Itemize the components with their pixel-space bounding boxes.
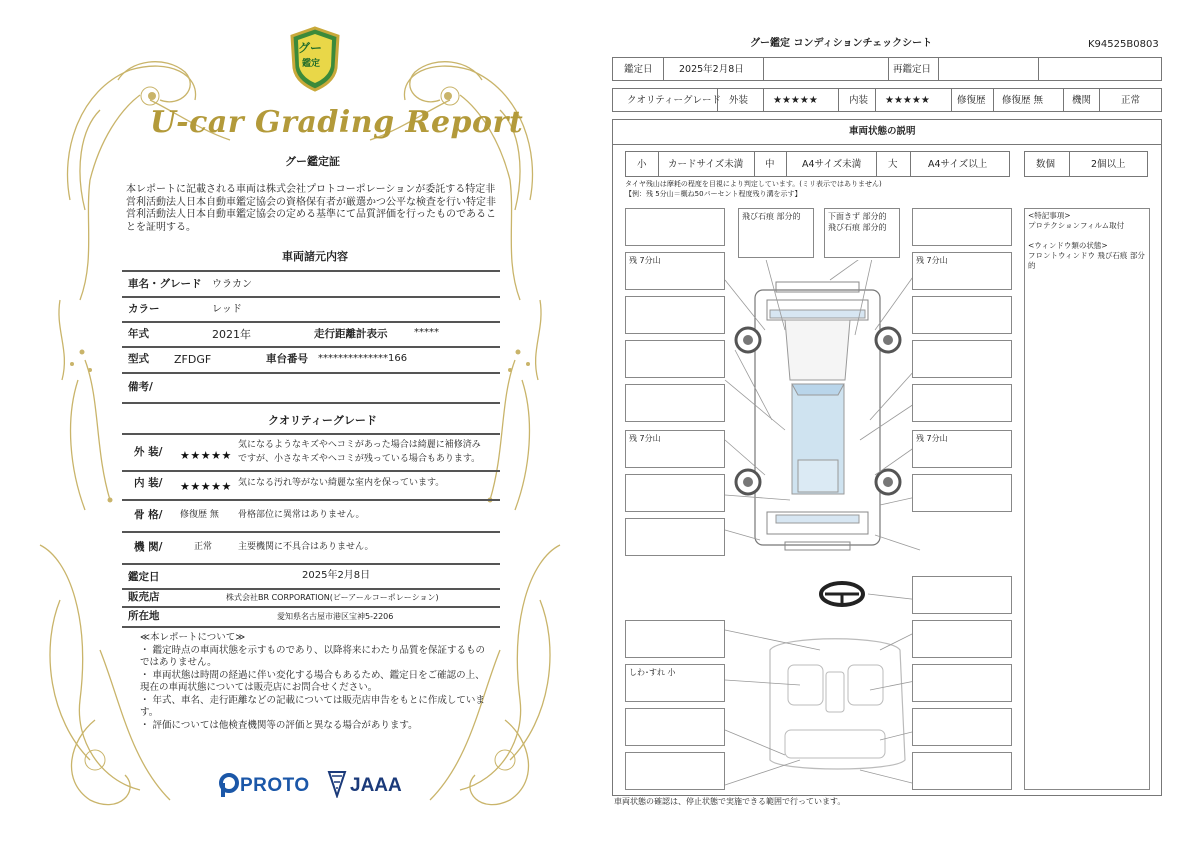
divider <box>122 606 500 608</box>
condition-box <box>912 620 1012 658</box>
grade-ext-label: 外装 <box>729 95 749 106</box>
year-label: 年式 <box>128 328 149 340</box>
sheet-title: グー鑑定 コンディションチェックシート <box>750 38 933 49</box>
color-label: カラー <box>128 303 160 315</box>
quality-title: クオリティーグレード <box>268 414 377 427</box>
mileage-label: 走行距離計表示 <box>314 328 388 340</box>
notice-3: ・ 年式、車名、走行距離などの記載については販売店申告をもとに作成しています。 <box>140 695 485 718</box>
condition-box <box>912 340 1012 378</box>
interior-label: 内 装/ <box>134 477 163 489</box>
sheet-footer: 車両状態の確認は、停止状態で実施できる範囲で行っています。 <box>614 797 846 806</box>
condition-box <box>912 752 1012 790</box>
condition-box <box>625 208 725 246</box>
date-value: 2025年2月8日 <box>679 64 744 75</box>
size-large-desc: A4サイズ以上 <box>928 159 988 170</box>
engine-value: 正常 <box>194 542 213 552</box>
grade-row <box>612 88 1162 112</box>
divider <box>122 372 500 374</box>
grade-label: クオリティーグレード <box>627 95 722 106</box>
condition-box <box>912 208 1012 246</box>
notes-label: 備考/ <box>128 381 153 393</box>
divider <box>122 296 500 298</box>
divider <box>122 402 500 404</box>
condition-box-under-scratch <box>824 208 900 258</box>
grade-engine-value: 正常 <box>1121 95 1141 106</box>
condition-box <box>625 620 725 658</box>
under-scratch-2: 飛び石痕 部分的 <box>828 223 887 232</box>
chassis-label: 車台番号 <box>266 353 308 365</box>
tire-rr-text: 残 7分山 <box>916 434 948 443</box>
dealer-label: 販売店 <box>128 591 160 603</box>
color-value: レッド <box>212 304 242 315</box>
divider <box>122 499 500 501</box>
date-row <box>612 57 1162 81</box>
tire-rl-text: 残 7分山 <box>629 434 661 443</box>
car-name-label: 車名・グレード <box>128 278 202 290</box>
size-large: 大 <box>888 159 898 170</box>
tire-box-front-left <box>625 252 725 290</box>
date-label: 鑑定日 <box>624 64 653 75</box>
tire-box-front-right <box>912 252 1012 290</box>
condition-box <box>625 752 725 790</box>
divider <box>122 346 500 348</box>
report-title: U-car Grading Report <box>150 105 524 140</box>
condition-box <box>912 384 1012 422</box>
mileage-value: ***** <box>414 327 439 338</box>
condition-box <box>912 708 1012 746</box>
divider <box>122 563 500 565</box>
frame-value: 修復歴 無 <box>180 510 219 520</box>
condition-box <box>625 474 725 512</box>
badge-line2: 鑑定 <box>302 59 321 69</box>
chassis-value: **************166 <box>318 353 408 364</box>
condition-box <box>625 518 725 556</box>
condition-box <box>625 384 725 422</box>
seat-text: しわ･すれ 小 <box>629 668 676 677</box>
grade-int-label: 内装 <box>849 95 869 106</box>
count-label: 数個 <box>1036 159 1056 170</box>
condition-box <box>912 576 1012 614</box>
condition-box <box>625 296 725 334</box>
divider <box>122 626 500 628</box>
condition-box <box>912 296 1012 334</box>
model-value: ZFDGF <box>174 353 212 366</box>
date-label: 鑑定日 <box>128 571 160 583</box>
car-name-value: ウラカン <box>212 279 252 290</box>
divider <box>122 531 500 533</box>
engine-label: 機 関/ <box>134 541 163 553</box>
condition-box <box>625 708 725 746</box>
count-legend <box>1024 151 1148 177</box>
date-value: 2025年2月8日 <box>302 570 371 581</box>
badge-line1: グー <box>298 41 323 55</box>
divider <box>122 433 500 435</box>
condition-box-seat <box>625 664 725 702</box>
jaaa-logo-text: JAAA <box>350 775 402 796</box>
notice-4: ・ 評価については他検査機関等の評価と異なる場合があります。 <box>140 720 418 731</box>
condition-box <box>625 340 725 378</box>
grade-repair-value: 修復歴 無 <box>1002 95 1044 106</box>
notes-line-4: フロントウィンドウ 飛び石痕 部分的 <box>1028 251 1145 270</box>
proto-logo-icon <box>218 772 240 798</box>
size-small: 小 <box>637 159 647 170</box>
grade-ext-stars: ★★★★★ <box>773 95 818 106</box>
front-chip-text: 飛び石痕 部分的 <box>742 212 801 221</box>
dealer-value: 株式会社BR CORPORATION(ビーアールコーポレーション) <box>226 593 439 602</box>
tire-fl-text: 残 7分山 <box>629 256 661 265</box>
exterior-desc-1: 気になるようなキズやヘコミがあった場合は綺麗に補修済み <box>238 440 481 450</box>
condition-title: 車両状態の説明 <box>849 126 916 137</box>
grade-int-stars: ★★★★★ <box>885 95 930 106</box>
divider <box>122 470 500 472</box>
notice-title: ≪本レポートについて≫ <box>140 632 246 643</box>
address-label: 所在地 <box>128 610 160 622</box>
size-small-desc: カードサイズ未満 <box>668 159 744 170</box>
exterior-label: 外 装/ <box>134 446 163 458</box>
special-notes-box <box>1024 208 1150 790</box>
tire-box-rear-right <box>912 430 1012 468</box>
interior-stars: ★★★★★ <box>180 480 232 493</box>
notes-line-1: <特記事項> <box>1028 211 1071 220</box>
size-legend <box>625 151 1010 177</box>
address-value: 愛知県名古屋市港区宝神5-2206 <box>277 612 394 621</box>
frame-desc: 骨格部位に異常はありません。 <box>238 510 365 520</box>
divider <box>122 270 500 272</box>
condition-box-front-chip <box>738 208 814 258</box>
interior-desc: 気になる汚れ等がない綺麗な室内を保っています。 <box>238 478 445 488</box>
condition-check-sheet <box>600 0 1200 848</box>
tire-note-1: タイヤ残山は摩耗の程度を目視により判定しています。(ミリ表示ではありません) <box>625 180 882 188</box>
redate-label: 再鑑定日 <box>893 64 932 75</box>
grade-engine-label: 機関 <box>1072 95 1092 106</box>
sheet-code: K94525B0803 <box>1088 39 1159 50</box>
under-scratch-1: 下面きず 部分的 <box>828 212 887 221</box>
divider <box>122 321 500 323</box>
tire-note-2: 【例：残 5分山＝概ね50パーセント程度残り溝を示す】 <box>625 190 802 198</box>
notes-line-2: プロテクションフィルム取付 <box>1028 221 1125 230</box>
jaaa-logo-icon <box>327 770 347 798</box>
exterior-desc-2: ですが、小さなキズやヘコミが残っている場合もあります。 <box>238 454 481 464</box>
notice-2: ・ 車両状態は時間の経過に伴い変化する場合もあるため、鑑定日をご確認の上、現在の車両状態については販売店にお問合せください。 <box>140 670 485 693</box>
specs-title: 車両諸元内容 <box>282 250 348 263</box>
tire-box-rear-left <box>625 430 725 468</box>
frame-label: 骨 格/ <box>134 509 163 521</box>
proto-logo-text: PROTO <box>240 775 310 796</box>
grade-repair-label: 修復歴 <box>957 95 986 106</box>
size-mid: 中 <box>765 159 775 170</box>
year-value: 2021年 <box>212 328 251 341</box>
model-label: 型式 <box>128 353 149 365</box>
engine-desc: 主要機関に不具合はありません。 <box>238 542 374 552</box>
certificate-text: 本レポートに記載される車両は株式会社プロトコーポレーションが委託する特定非営利活動法人日本自動車鑑定協会の資格保有者が厳選かつ公平な検査を行い特定非営利活動法人日本自動車鑑定協会の定める基準にて品質評価を行ったものであることを証明する。 <box>126 184 496 233</box>
tire-fr-text: 残 7分山 <box>916 256 948 265</box>
divider <box>613 144 1161 145</box>
condition-box <box>912 474 1012 512</box>
condition-box <box>912 664 1012 702</box>
notes-line-3: <ウィンドウ類の状態> <box>1028 241 1108 250</box>
size-mid-desc: A4サイズ未満 <box>802 159 862 170</box>
count-desc: 2個以上 <box>1091 159 1126 170</box>
certificate-title: グー鑑定証 <box>285 155 340 168</box>
exterior-stars: ★★★★★ <box>180 449 232 462</box>
divider <box>122 588 500 590</box>
notice-1: ・ 鑑定時点の車両状態を示すものであり、以降将来にわたり品質を保証するものではありません。 <box>140 645 486 668</box>
